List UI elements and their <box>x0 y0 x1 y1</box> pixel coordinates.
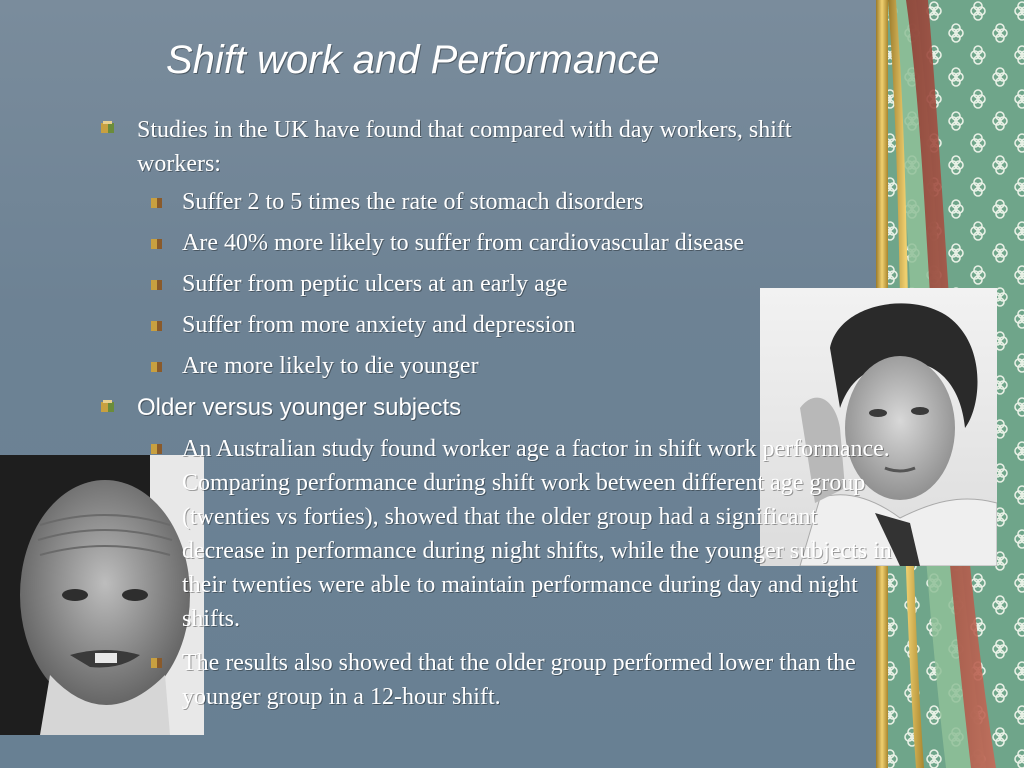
gold-bullet-icon <box>150 442 164 456</box>
gold-bullet-icon <box>150 656 164 670</box>
gold-bullet-icon <box>100 120 114 134</box>
sub-bullet-12-hour-shift: The results also showed that the older group performed lower than the younger group in a 12-hour shift. <box>182 650 856 710</box>
sub-bullet-cardiovascular: Are 40% more likely to suffer from cardiovascular disease <box>182 230 745 256</box>
bullet-uk-studies: Studies in the UK have found that compared with day workers, shift workers: <box>137 117 792 177</box>
sub-bullet-peptic-ulcers: Suffer from peptic ulcers at an early age <box>182 271 568 297</box>
sub-bullet-stomach: Suffer 2 to 5 times the rate of stomach disorders <box>182 189 644 215</box>
sub-bullet-die-younger: Are more likely to die younger <box>182 353 479 379</box>
gold-bullet-icon <box>150 237 164 251</box>
photo-old-man <box>0 455 204 735</box>
slide-title: Shift work and Performance <box>166 38 660 82</box>
bullet-older-vs-younger: Older versus younger subjects <box>137 394 462 421</box>
gold-bullet-icon <box>150 278 164 292</box>
gold-bullet-icon <box>150 319 164 333</box>
sub-bullet-australian-study: An Australian study found worker age a factor in shift work performance. Comparing performance during shift work between different age group (twenties vs forties), showed that the older group had a significant decrease in performance during night shifts, while the younger subjects in their twenties were able to maintain performance during day and night shifts. <box>182 436 892 632</box>
gold-bullet-icon <box>150 360 164 374</box>
gold-bullet-icon <box>150 196 164 210</box>
gold-bullet-icon <box>100 399 114 413</box>
sub-bullet-anxiety: Suffer from more anxiety and depression <box>182 312 576 338</box>
